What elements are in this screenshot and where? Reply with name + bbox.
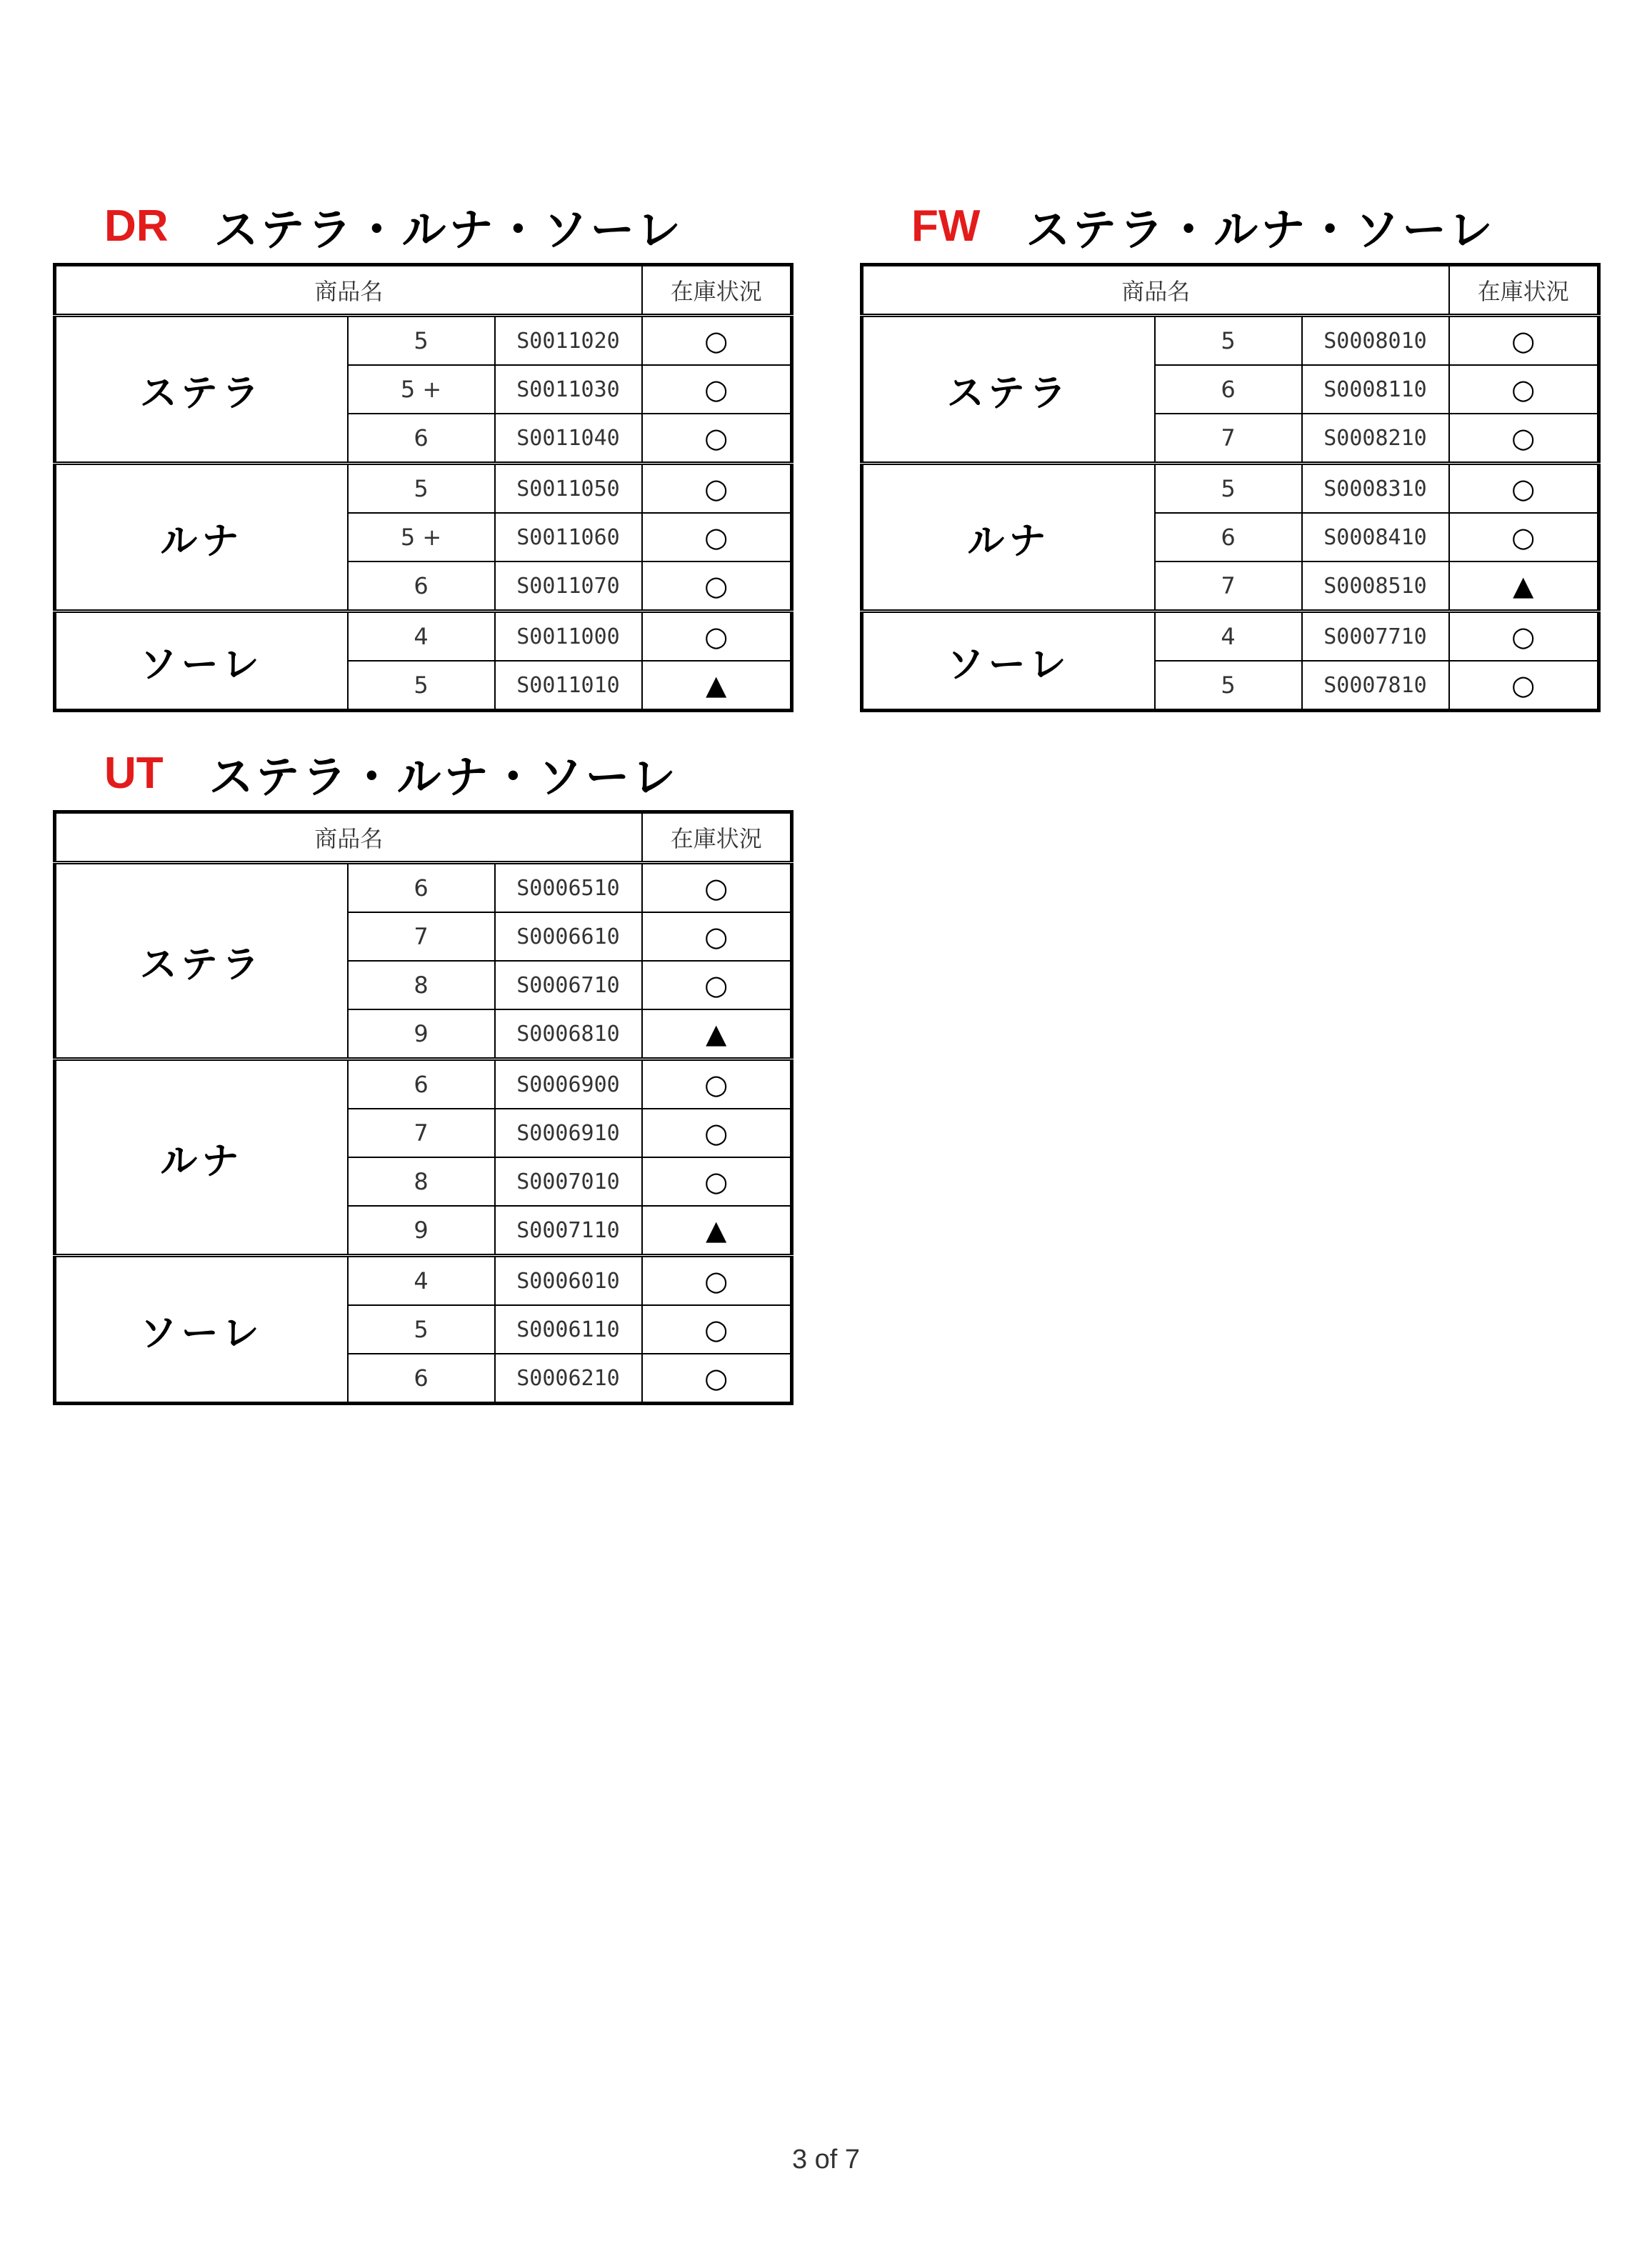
sku-cell: S0008110 xyxy=(1302,365,1449,414)
sku-cell: S0006710 xyxy=(495,961,642,1009)
size-cell: 6 xyxy=(1155,513,1302,561)
table-row xyxy=(55,1059,792,1109)
sku-cell: S0011040 xyxy=(495,414,642,464)
size-cell: 5 xyxy=(348,1305,495,1354)
stock-table xyxy=(53,263,794,712)
table-row xyxy=(862,464,1599,514)
size-cell: 8 xyxy=(348,1157,495,1206)
product-group-name: ルナ xyxy=(55,464,348,612)
stock-status-cell: ○ xyxy=(642,1059,792,1109)
table-row xyxy=(862,612,1599,662)
table-row xyxy=(55,863,792,913)
stock-status-cell: ▲ xyxy=(642,1009,792,1059)
sku-cell: S0006610 xyxy=(495,912,642,961)
stock-table xyxy=(53,810,794,1405)
section-name: ステラ・ルナ・ソーレ xyxy=(209,750,679,803)
sku-cell: S0006210 xyxy=(495,1354,642,1404)
sku-cell: S0011070 xyxy=(495,561,642,612)
header-product-name: 商品名 xyxy=(55,265,642,316)
size-cell: 4 xyxy=(348,612,495,662)
stock-status-cell: ○ xyxy=(642,464,792,514)
stock-status-cell: ○ xyxy=(642,612,792,662)
stock-status-cell: ▲ xyxy=(642,661,792,711)
size-cell: 6 xyxy=(348,1059,495,1109)
section-name: ステラ・ルナ・ソーレ xyxy=(214,203,684,256)
header-product-name: 商品名 xyxy=(862,265,1449,316)
section-title xyxy=(860,197,1597,254)
sku-cell: S0007710 xyxy=(1302,612,1449,662)
sku-cell: S0008210 xyxy=(1302,414,1449,464)
table-header-row xyxy=(55,265,792,316)
sku-cell: S0006110 xyxy=(495,1305,642,1354)
sku-cell: S0006900 xyxy=(495,1059,642,1109)
header-product-name: 商品名 xyxy=(55,812,642,863)
size-cell: 7 xyxy=(348,912,495,961)
product-group-name: ルナ xyxy=(55,1059,348,1256)
size-cell: 4 xyxy=(1155,612,1302,662)
sku-cell: S0008510 xyxy=(1302,561,1449,612)
stock-status-cell: ○ xyxy=(1449,661,1599,711)
size-cell: 5 + xyxy=(348,513,495,561)
section-dr xyxy=(53,197,790,712)
size-cell: 6 xyxy=(1155,365,1302,414)
size-cell: 5 + xyxy=(348,365,495,414)
size-cell: 5 xyxy=(1155,316,1302,366)
stock-status-cell: ○ xyxy=(1449,316,1599,366)
table-row xyxy=(55,612,792,662)
stock-status-cell: ○ xyxy=(642,961,792,1009)
stock-status-cell: ▲ xyxy=(642,1206,792,1256)
section-title xyxy=(53,744,790,802)
product-group-name: ソーレ xyxy=(862,612,1155,711)
stock-status-cell: ○ xyxy=(642,316,792,366)
table-row xyxy=(55,464,792,514)
sku-cell: S0006810 xyxy=(495,1009,642,1059)
stock-status-cell: ○ xyxy=(642,513,792,561)
size-cell: 7 xyxy=(1155,561,1302,612)
section-title xyxy=(53,197,790,254)
table-header-row xyxy=(55,812,792,863)
size-cell: 6 xyxy=(348,561,495,612)
size-cell: 4 xyxy=(348,1256,495,1306)
sku-cell: S0008310 xyxy=(1302,464,1449,514)
header-stock-status: 在庫状況 xyxy=(1449,265,1599,316)
stock-status-cell: ○ xyxy=(642,561,792,612)
table-row xyxy=(862,316,1599,366)
size-cell: 6 xyxy=(348,414,495,464)
sku-cell: S0008010 xyxy=(1302,316,1449,366)
stock-status-cell: ○ xyxy=(642,1256,792,1306)
stock-table xyxy=(860,263,1601,712)
stock-status-cell: ○ xyxy=(1449,612,1599,662)
page-number: 3 of 7 xyxy=(791,2145,861,2175)
sku-cell: S0006510 xyxy=(495,863,642,913)
product-group-name: ソーレ xyxy=(55,612,348,711)
table-row xyxy=(55,1256,792,1306)
sku-cell: S0007110 xyxy=(495,1206,642,1256)
size-cell: 9 xyxy=(348,1009,495,1059)
size-cell: 6 xyxy=(348,863,495,913)
stock-status-cell: ○ xyxy=(642,1157,792,1206)
sku-cell: S0007810 xyxy=(1302,661,1449,711)
size-cell: 5 xyxy=(1155,661,1302,711)
sku-cell: S0006910 xyxy=(495,1109,642,1157)
sku-cell: S0011050 xyxy=(495,464,642,514)
section-code: UT xyxy=(104,748,164,798)
stock-status-cell: ○ xyxy=(1449,414,1599,464)
section-ut xyxy=(53,744,790,1405)
stock-status-cell: ○ xyxy=(642,1354,792,1404)
size-cell: 5 xyxy=(348,464,495,514)
sku-cell: S0008410 xyxy=(1302,513,1449,561)
size-cell: 7 xyxy=(348,1109,495,1157)
size-cell: 8 xyxy=(348,961,495,1009)
sku-cell: S0011060 xyxy=(495,513,642,561)
table-header-row xyxy=(862,265,1599,316)
stock-status-cell: ○ xyxy=(642,1305,792,1354)
header-stock-status: 在庫状況 xyxy=(642,812,792,863)
sku-cell: S0007010 xyxy=(495,1157,642,1206)
product-group-name: ソーレ xyxy=(55,1256,348,1404)
product-group-name: ステラ xyxy=(862,316,1155,464)
sku-cell: S0011000 xyxy=(495,612,642,662)
table-row xyxy=(55,316,792,366)
size-cell: 9 xyxy=(348,1206,495,1256)
product-group-name: ステラ xyxy=(55,863,348,1059)
size-cell: 5 xyxy=(1155,464,1302,514)
stock-status-cell: ○ xyxy=(642,414,792,464)
section-code: DR xyxy=(104,201,169,251)
size-cell: 5 xyxy=(348,661,495,711)
sku-cell: S0011030 xyxy=(495,365,642,414)
sku-cell: S0011020 xyxy=(495,316,642,366)
size-cell: 6 xyxy=(348,1354,495,1404)
stock-status-cell: ▲ xyxy=(1449,561,1599,612)
size-cell: 7 xyxy=(1155,414,1302,464)
stock-status-cell: ○ xyxy=(642,863,792,913)
sku-cell: S0011010 xyxy=(495,661,642,711)
stock-status-cell: ○ xyxy=(642,1109,792,1157)
header-stock-status: 在庫状況 xyxy=(642,265,792,316)
stock-status-cell: ○ xyxy=(642,365,792,414)
stock-status-cell: ○ xyxy=(1449,365,1599,414)
sku-cell: S0006010 xyxy=(495,1256,642,1306)
stock-status-cell: ○ xyxy=(642,912,792,961)
section-code: FW xyxy=(911,201,981,251)
section-fw xyxy=(860,197,1597,712)
product-group-name: ステラ xyxy=(55,316,348,464)
product-group-name: ルナ xyxy=(862,464,1155,612)
section-name: ステラ・ルナ・ソーレ xyxy=(1026,203,1496,256)
stock-status-cell: ○ xyxy=(1449,464,1599,514)
stock-status-cell: ○ xyxy=(1449,513,1599,561)
size-cell: 5 xyxy=(348,316,495,366)
